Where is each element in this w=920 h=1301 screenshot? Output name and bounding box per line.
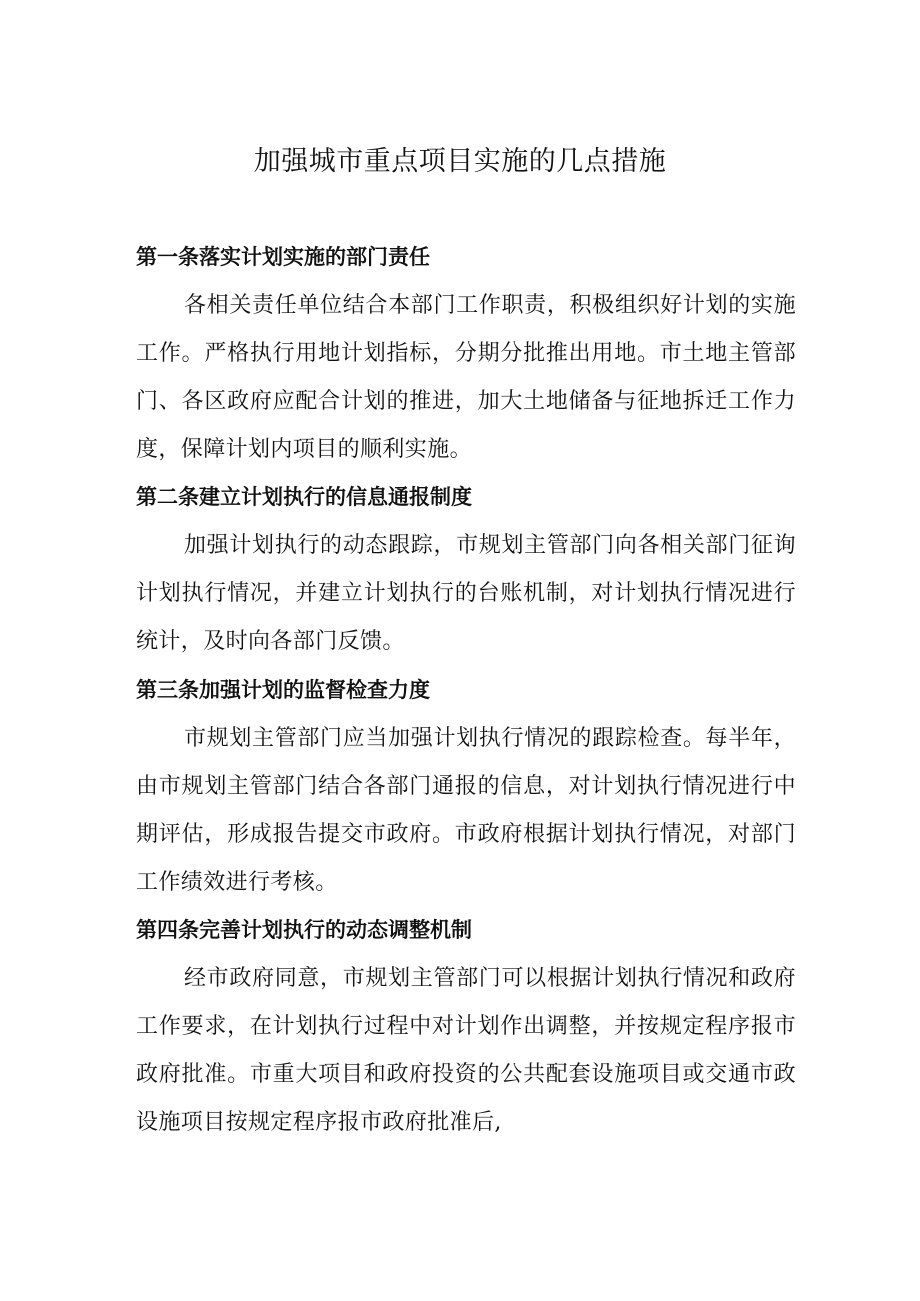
section-heading-1: 第一条落实计划实施的部门责任 (136, 245, 430, 269)
section-body-1: 各相关责任单位结合本部门工作职责，积极组织好计划的实施工作。严格执行用地计划指标，分期分批推出用地。市土地主管部门、各区政府应配合计划的推进，加大土地储备与征地拆迁工作力度，保障计划内项目的顺利实施。 (136, 293, 796, 462)
section-heading-3: 第三条加强计划的监督检查力度 (136, 678, 430, 702)
section-body-4: 经市政府同意，市规划主管部门可以根据计划执行情况和政府工作要求，在计划执行过程中对计划作出调整，并按规定程序报市政府批准。市重大项目和政府投资的公共配套设施项目或交通市政设施项目按规定程序报市政府批准后, (136, 966, 796, 1135)
section-heading-2: 第二条建立计划执行的信息通报制度 (136, 485, 472, 509)
section-heading-4: 第四条完善计划执行的动态调整机制 (136, 918, 472, 942)
document-title: 加强城市重点项目实施的几点措施 (253, 146, 667, 177)
section-body-2: 加强计划执行的动态跟踪，市规划主管部门向各相关部门征询计划执行情况，并建立计划执行的台账机制，对计划执行情况进行统计，及时向各部门反馈。 (136, 533, 796, 654)
section-body-3: 市规划主管部门应当加强计划执行情况的跟踪检查。每半年，由市规划主管部门结合各部门通报的信息，对计划执行情况进行中期评估，形成报告提交市政府。市政府根据计划执行情况，对部门工作绩效进行考核。 (136, 726, 796, 895)
